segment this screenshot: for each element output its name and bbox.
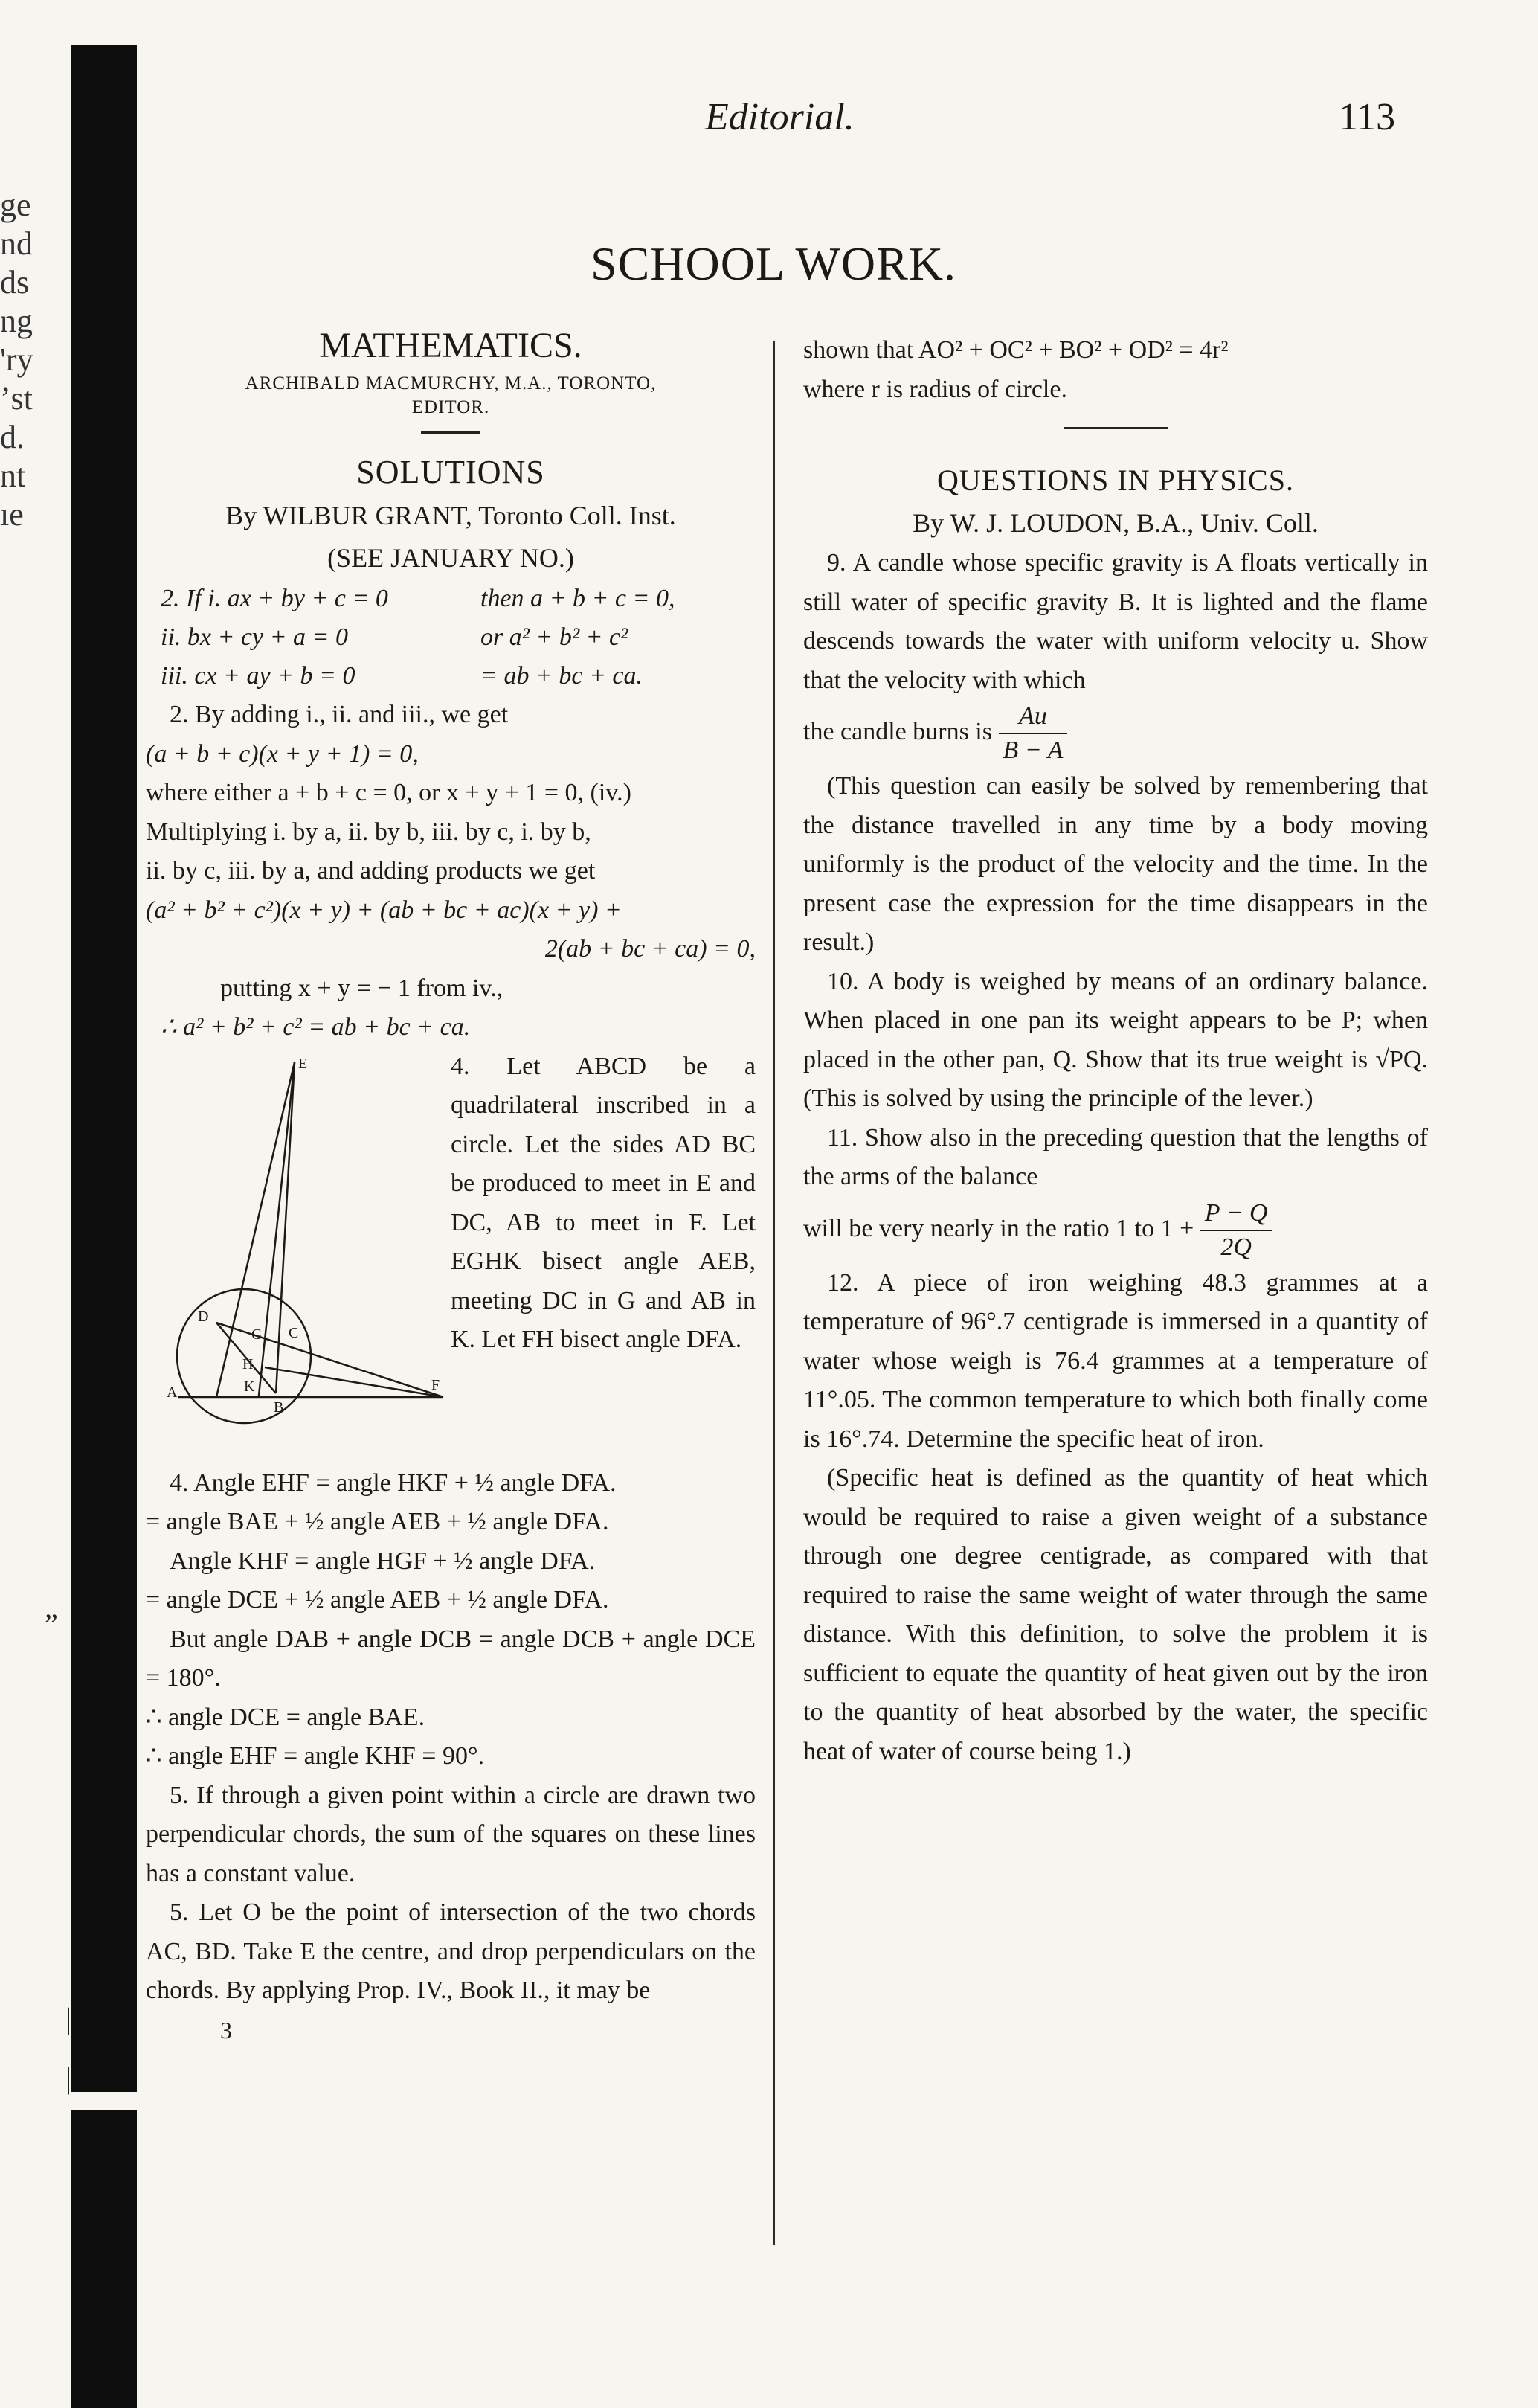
- fraction-denominator: 2Q: [1220, 1233, 1252, 1261]
- physics-heading: QUESTIONS IN PHYSICS.: [937, 463, 1294, 497]
- solution-4-line: = angle BAE + ½ angle AEB + ½ angle DFA.: [146, 1508, 609, 1535]
- question-12-note: (Specific heat is defined as the quantity of heat which would be required to raise a given weight of a substance through one degree centigrade, as compared with that required to raise the same weight of water through the same distance. With this definition, to solve the problem it is sufficient to equate the quantity of heat given out by the iron to the quantity of heat absorbed by the water, the specific heat of water of course being 1.): [803, 1464, 1428, 1765]
- signature-mark: 3: [220, 2016, 232, 2043]
- problem-5-text: 5. If through a given point within a circle are drawn two perpendicular chords, the sum of the squares on these lines has a constant value.: [146, 1781, 756, 1887]
- solution-2-line: Multiplying i. by a, ii. by b, iii. by c, i. by b,: [146, 818, 591, 846]
- question-11: 11. Show also in the preceding question that the lengths of the arms of the balance: [803, 1123, 1428, 1190]
- formula-lead: will be very nearly in the ratio 1 to 1 +: [803, 1214, 1194, 1242]
- solution-2-line: where either a + b + c = 0, or x + y + 1 = 0, (iv.): [146, 779, 631, 806]
- solution-4-line: Angle KHF = angle HGF + ½ angle DFA.: [170, 1547, 596, 1575]
- fraction: [1200, 1197, 1272, 1264]
- geometry-figure: [146, 1047, 451, 1464]
- spine-fragment: nt: [0, 457, 26, 494]
- equation: iii. cx + ay + b = 0: [161, 662, 355, 690]
- figure-label-c: C: [289, 1324, 299, 1341]
- solution-4-line: 4. Angle EHF = angle HKF + ½ angle DFA.: [170, 1468, 617, 1497]
- figure-line-ea: [216, 1062, 295, 1397]
- figure-label-b: B: [274, 1399, 284, 1416]
- question-9-note: (This question can easily be solved by remembering that the distance travelled in any time by a body moving uniformly is the product of the velocity and the time. In the present case the expression for the time disappears in the result.): [803, 772, 1428, 956]
- section-title: SCHOOL WORK.: [591, 237, 957, 290]
- spine-fragment: ng: [0, 303, 33, 339]
- solution-2-line: ii. by c, iii. by a, and adding products we get: [146, 857, 596, 884]
- fraction: [999, 700, 1068, 767]
- continuation-line: where r is radius of circle.: [803, 375, 1067, 403]
- spine-bar-mark: |: [65, 2061, 72, 2095]
- fraction-numerator: P − Q: [1200, 1197, 1272, 1231]
- solution-2-line: 2. By adding i., ii. and iii., we get: [170, 701, 509, 728]
- spine-fragment: ds: [0, 264, 30, 301]
- equation-result: or a² + b² + c²: [480, 623, 628, 651]
- spine-fragment: 'ry: [0, 341, 33, 378]
- spine-fragment: ʼst: [0, 380, 33, 417]
- solution-4-line: But angle DAB + angle DCB = angle DCB + angle DCE = 180°.: [146, 1625, 756, 1692]
- left-column: [146, 320, 756, 2049]
- continuation-line: shown that AO² + OC² + BO² + OD² = 4r²: [803, 336, 1229, 364]
- figure-line-hf: [265, 1367, 443, 1397]
- problem-4-block: [146, 1047, 756, 1464]
- equation-row: [161, 618, 756, 657]
- right-column: [803, 331, 1428, 1771]
- solution-2-line: putting x + y = − 1 from iv.,: [220, 974, 503, 1002]
- question-11-formula: [803, 1197, 1428, 1264]
- binding-gutter: [71, 45, 137, 2408]
- see-note: (SEE JANUARY NO.): [327, 543, 574, 573]
- equation-row: [161, 579, 756, 618]
- rule: [421, 431, 480, 434]
- mathematics-heading: MATHEMATICS.: [319, 326, 582, 365]
- page-number: 113: [1339, 96, 1396, 138]
- spine-fragment: ge: [0, 187, 31, 223]
- figure-label-d: D: [198, 1308, 209, 1325]
- figure-label-g: G: [251, 1326, 263, 1343]
- rule: [1064, 427, 1168, 429]
- figure-label-f: F: [431, 1376, 440, 1393]
- solution-5-text: 5. Let O be the point of intersection of the two chords AC, BD. Take E the centre, and drop perpendiculars on the chords. By applying Prop. IV., Book II., it may be: [146, 1898, 756, 2004]
- figure-label-a: A: [167, 1384, 178, 1401]
- running-head: Editorial.: [705, 96, 855, 138]
- equation-result: then a + b + c = 0,: [480, 585, 675, 612]
- problem-2-system: [161, 579, 756, 696]
- solution-4-line: ∴ angle DCE = angle BAE.: [146, 1703, 425, 1731]
- spine-fragment: ıe: [0, 496, 24, 533]
- spine-fragment: nd: [0, 225, 33, 262]
- solution-2-line: (a + b + c)(x + y + 1) = 0,: [146, 739, 419, 768]
- spine-bar-mark: |: [65, 2002, 72, 2035]
- equation: 2. If i. ax + by + c = 0: [161, 585, 388, 612]
- equation: ii. bx + cy + a = 0: [161, 623, 348, 651]
- question-10: 10. A body is weighed by means of an ordinary balance. When placed in one pan its weight appears to be P; when placed in the other pan, Q. Show that its true weight is √PQ. (This is solved by using the principle of the lever.): [803, 967, 1428, 1112]
- figure-label-h: H: [242, 1355, 254, 1372]
- spine-quote-mark: ”: [45, 1608, 58, 1641]
- solution-2-line: 2(ab + bc + ca) = 0,: [544, 935, 756, 963]
- figure-label-e: E: [298, 1055, 308, 1072]
- question-9: 9. A candle whose specific gravity is A floats vertically in still water of specific gravity B. It is lighted and the flame descends towards the water with uniform velocity u. Show that the velocity with which: [803, 549, 1428, 694]
- binding-gutter-tear: [71, 2092, 137, 2110]
- question-12: 12. A piece of iron weighing 48.3 grammes at a temperature of 96°.7 centigrade is immersed in a quantity of water whose weigh is 76.4 grammes at a temperature of 11°.05. The common temperature to which both finally come is 16°.74. Determine the specific heat of iron.: [803, 1268, 1428, 1453]
- spine-fragment: d.: [0, 419, 25, 455]
- editor-line: ARCHIBALD MACMURCHY, M.A., TORONTO,: [245, 373, 657, 394]
- formula-lead: the candle burns is: [803, 717, 992, 745]
- spine-fragments: [0, 186, 33, 534]
- solution-2-line: ∴ a² + b² + c² = ab + bc + ca.: [161, 1013, 471, 1041]
- solution-2-line: (a² + b² + c²)(x + y) + (ab + bc + ac)(x + y) +: [146, 896, 622, 924]
- editor-title: EDITOR.: [411, 397, 490, 417]
- solution-4-line: ∴ angle EHF = angle KHF = 90°.: [146, 1742, 485, 1770]
- solution-4-line: = angle DCE + ½ angle AEB + ½ angle DFA.: [146, 1586, 609, 1614]
- figure-label-k: K: [244, 1378, 255, 1395]
- equation-row: [161, 657, 756, 696]
- solutions-heading: SOLUTIONS: [356, 454, 545, 490]
- fraction-numerator: Au: [999, 700, 1068, 734]
- column-divider: [773, 341, 775, 2245]
- fraction-denominator: B − A: [1003, 736, 1064, 764]
- question-9-formula: [803, 700, 1428, 767]
- problem-4-text: 4. Let ABCD be a quadrilateral inscribed in a circle. Let the sides AD BC be produced to meet in E and DC, AB to meet in F. Let EGHK bisect angle AEB, meeting DC in G and AB in K. Let FH bisect angle DFA.: [451, 1052, 756, 1353]
- solutions-byline: By WILBUR GRANT, Toronto Coll. Inst.: [225, 501, 676, 530]
- physics-byline: By W. J. LOUDON, B.A., Univ. Coll.: [913, 508, 1319, 538]
- equation-result: = ab + bc + ca.: [480, 662, 643, 690]
